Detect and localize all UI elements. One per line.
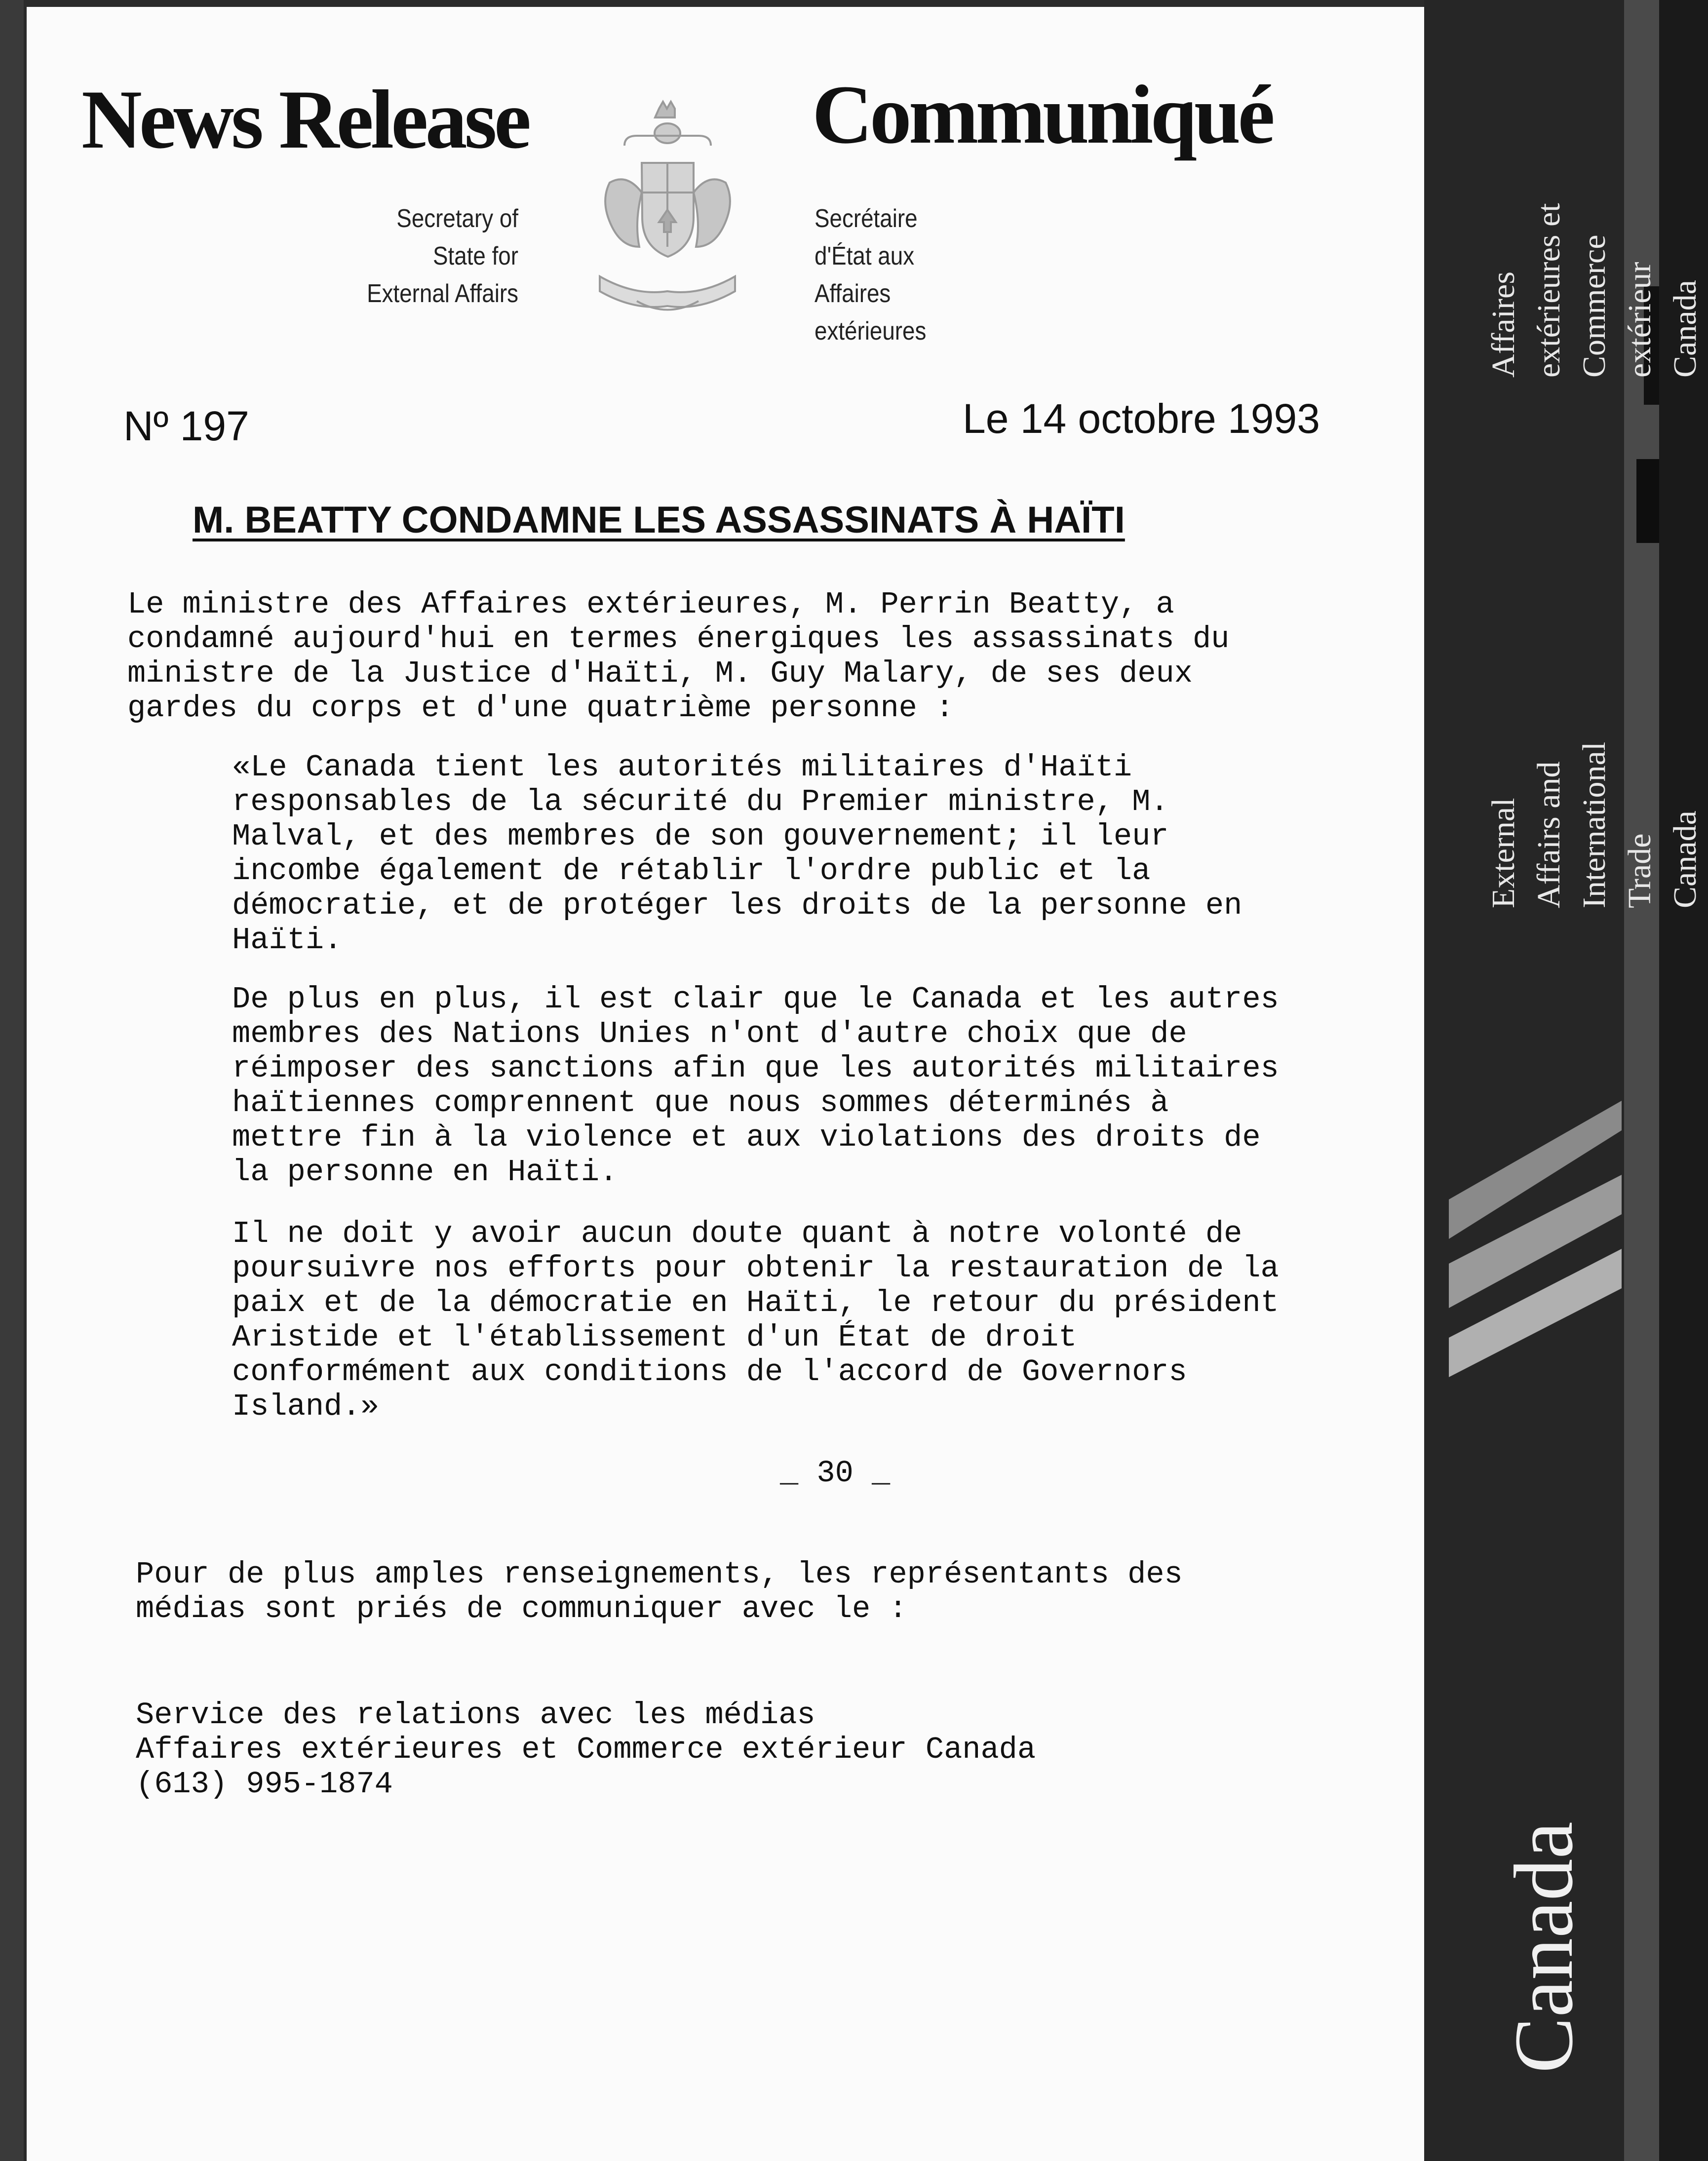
release-number: Nº 197 bbox=[123, 403, 249, 449]
quote-paragraph-2: De plus en plus, il est clair que le Canada et les autres membres des Nations Unies n'ont d'autre choix que de réimposer des sanctions afin que les autorités militaires haïtiennes comprennent que nous sommes déterminés à mettre fin à la violence et aux violations des droits de la personne en Haïti. bbox=[232, 982, 1279, 1190]
coat-of-arms-icon bbox=[590, 99, 745, 316]
top-edge bbox=[0, 0, 1659, 7]
intro-paragraph: Le ministre des Affaires extérieures, M. Perrin Beatty, a condamné aujourd'hui en termes énergiques les assassinats du ministre de la Justice d'Haïti, M. Guy Malary, de ses deux gardes du corps et d'une quatrième personne : bbox=[127, 587, 1230, 726]
news-release-heading: News Release bbox=[81, 73, 529, 166]
communique-heading: Communiqué bbox=[812, 68, 1272, 161]
sidebar-department-fr: Affaires extérieures et Commerce extérieur Canada bbox=[1485, 203, 1703, 378]
contact-intro: Pour de plus amples renseignements, les représentants des médias sont priés de communiquer avec le : bbox=[136, 1557, 1183, 1626]
sidebar-department-en: External Affairs and International Trade Canada bbox=[1485, 741, 1703, 908]
quote-paragraph-3: Il ne doit y avoir aucun doute quant à notre volonté de poursuivre nos efforts pour obtenir la restauration de la paix et de la démocratie en Haïti, le retour du président Aristide et l'établissement d'un État de droit conformément aux conditions de l'accord de Governors Island.» bbox=[232, 1216, 1279, 1424]
release-date: Le 14 octobre 1993 bbox=[963, 395, 1320, 442]
quote-paragraph-1: «Le Canada tient les autorités militaires d'Haïti responsables de la sécurité du Premier ministre, M. Malval, et des membres de son gouvernement; il leur incombe également de rétablir l'ordre public et la démocratie, et de protéger les droits de la personne en Haïti. bbox=[232, 750, 1242, 958]
secretary-of-state-en: Secretary of State for External Affairs bbox=[367, 204, 518, 308]
canada-wordmark: Canada bbox=[1497, 1821, 1590, 2073]
secretary-of-state-fr: Secrétaire d'État aux Affaires extérieures bbox=[815, 204, 927, 346]
release-title: M. BEATTY CONDAMNE LES ASSASSINATS À HAÏTI bbox=[193, 499, 1125, 541]
left-edge bbox=[0, 0, 24, 2161]
edge-tab bbox=[1636, 459, 1659, 543]
sidebar-stripes bbox=[1449, 1101, 1622, 1407]
contact-details: Service des relations avec les médias Affaires extérieures et Commerce extérieur Canada (613) 995-1874 bbox=[136, 1698, 1036, 1802]
end-mark: _ 30 _ bbox=[780, 1456, 891, 1491]
